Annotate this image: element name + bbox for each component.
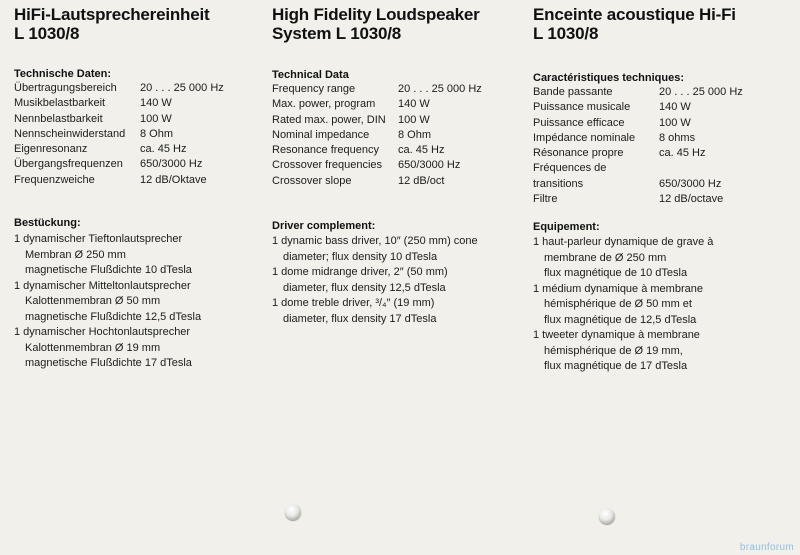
spec-row: [533, 100, 795, 115]
spec-value: 100 W: [659, 116, 691, 129]
spec-row: [272, 128, 522, 143]
spec-value: 8 ohms: [659, 131, 696, 144]
specs-heading: Technical Data: [272, 69, 349, 81]
spec-row: [272, 97, 522, 112]
spec-row: [272, 143, 522, 158]
spec-label: Max. power, program: [272, 98, 376, 111]
driver-line: hémisphérique de Ø 19 mm,: [544, 344, 683, 357]
spec-row: [533, 131, 795, 146]
driver-line: 1 médium dynamique à membrane: [533, 282, 703, 295]
punch-hole: [285, 504, 301, 520]
spec-label: Crossover slope: [272, 174, 352, 187]
spec-row: [533, 116, 795, 131]
spec-row: [533, 192, 795, 207]
driver-line: membrane de Ø 250 mm: [544, 251, 667, 264]
spec-value: ca. 45 Hz: [140, 143, 187, 156]
spec-label: Resonance frequency: [272, 144, 380, 157]
spec-value: 650/3000 Hz: [659, 177, 722, 190]
spec-value: 8 Ohm: [398, 128, 432, 141]
driver-line: Kalottenmembran Ø 19 mm: [25, 341, 161, 354]
spec-label: Frequency range: [272, 83, 356, 95]
spec-row: [14, 142, 264, 157]
spec-row: [14, 173, 264, 188]
spec-label: Résonance propre: [533, 147, 624, 160]
drivers-list: [533, 235, 795, 375]
spec-label: Frequenzweiche: [14, 173, 95, 186]
title-line: System L 1030/8: [272, 24, 401, 43]
spec-value: 140 W: [659, 101, 691, 114]
spec-row: [14, 96, 264, 111]
drivers-heading: Bestückung:: [14, 217, 81, 229]
drivers-heading: Driver complement:: [272, 220, 376, 232]
spec-label: Rated max. power, DIN: [272, 113, 386, 126]
spec-label: Fréquences de: [533, 162, 607, 175]
driver-line: diameter, flux density 12,5 dTesla: [283, 281, 446, 294]
spec-label: Puissance musicale: [533, 101, 631, 114]
spec-row: [14, 127, 264, 142]
driver-line: 1 tweeter dynamique à membrane: [533, 329, 700, 341]
title-line: L 1030/8: [533, 24, 599, 43]
spec-label: Eigenresonanz: [14, 143, 88, 156]
spec-label: Filtre: [533, 193, 558, 206]
spec-label: Übertragungsbereich: [14, 82, 117, 94]
spec-row: [272, 158, 522, 173]
drivers-list: [14, 232, 264, 372]
driver-line: flux magnétique de 12,5 dTesla: [544, 313, 697, 326]
column-title: [533, 5, 736, 43]
spec-label: Nennbelastbarkeit: [14, 112, 103, 125]
column-title: [272, 5, 480, 43]
spec-row: [533, 161, 795, 176]
spec-label: Impédance nominale: [533, 131, 636, 144]
spec-value: 650/3000 Hz: [398, 159, 461, 172]
specs-table: [14, 81, 264, 188]
spec-row: [272, 113, 522, 128]
spec-row: [272, 82, 522, 97]
driver-line: Kalottenmembran Ø 50 mm: [25, 295, 161, 307]
watermark: braunforum: [739, 542, 794, 553]
driver-line: hémisphérique de Ø 50 mm et: [544, 298, 692, 310]
spec-value: 8 Ohm: [140, 127, 174, 140]
spec-value: 140 W: [140, 97, 172, 110]
specs-heading: Caractéristiques techniques:: [533, 72, 684, 84]
spec-label: Nominal impedance: [272, 128, 370, 141]
driver-line: 1 dynamic bass driver, 10″ (250 mm) cone: [272, 235, 478, 247]
spec-label: Musikbelastbarkeit: [14, 97, 106, 110]
driver-line: magnetische Flußdichte 12,5 dTesla: [25, 310, 202, 323]
driver-line: 1 dynamischer Mitteltonlautsprecher: [14, 279, 191, 292]
spec-value: 650/3000 Hz: [140, 158, 203, 171]
specs-heading: Technische Daten:: [14, 68, 111, 80]
spec-value: 12 dB/Oktave: [140, 173, 207, 186]
driver-line: magnetische Flußdichte 17 dTesla: [25, 357, 192, 369]
driver-line: 1 dynamischer Tieftonlautsprecher: [14, 233, 183, 245]
specs-table: [272, 82, 522, 189]
spec-value: 12 dB/octave: [659, 193, 724, 206]
spec-row: [14, 81, 264, 96]
driver-line: diameter, flux density 17 dTesla: [283, 312, 437, 325]
driver-line: 1 haut-parleur dynamique de grave à: [533, 236, 714, 248]
driver-line: 1 dome midrange driver, 2″ (50 mm): [272, 266, 448, 278]
spec-row: [14, 112, 264, 127]
driver-line: magnetische Flußdichte 10 dTesla: [25, 264, 192, 276]
spec-row: [533, 177, 795, 192]
spec-label: Nennscheinwiderstand: [14, 127, 126, 140]
spec-value: ca. 45 Hz: [398, 144, 445, 157]
title-line: Enceinte acoustique Hi-Fi: [533, 5, 736, 24]
title-line: High Fidelity Loudspeaker: [272, 5, 480, 24]
spec-value: 140 W: [398, 98, 430, 111]
spec-value: 20 . . . 25 000 Hz: [659, 86, 743, 98]
driver-line: Membran Ø 250 mm: [25, 248, 126, 261]
spec-label: Puissance efficace: [533, 116, 625, 129]
column-title: [14, 5, 209, 43]
spec-label: transitions: [533, 177, 584, 190]
drivers-list: [272, 234, 522, 327]
spec-value: 20 . . . 25 000 Hz: [398, 83, 482, 95]
spec-row: [533, 146, 795, 161]
spec-value: ca. 45 Hz: [659, 147, 706, 160]
title-line: L 1030/8: [14, 24, 80, 43]
spec-label: Crossover frequencies: [272, 159, 383, 172]
spec-row: [14, 157, 264, 172]
driver-line: flux magnétique de 17 dTesla: [544, 360, 688, 372]
driver-line: diameter; flux density 10 dTesla: [283, 250, 438, 263]
spec-value: 20 . . . 25 000 Hz: [140, 82, 224, 94]
drivers-heading: Equipement:: [533, 221, 600, 233]
spec-label: Übergangsfrequenzen: [14, 158, 123, 171]
spec-value: 100 W: [140, 112, 172, 125]
spec-value: 12 dB/oct: [398, 174, 445, 187]
spec-row: [533, 85, 795, 100]
title-line: HiFi-Lautsprechereinheit: [14, 5, 210, 24]
spec-row: [272, 174, 522, 189]
specs-table: [533, 85, 795, 207]
punch-hole: [599, 508, 615, 524]
driver-line: 1 dynamischer Hochtonlautsprecher: [14, 326, 191, 338]
driver-line: 1 dome treble driver, ³/₄″ (19 mm): [272, 297, 435, 309]
spec-label: Bande passante: [533, 86, 613, 98]
driver-line: flux magnétique de 10 dTesla: [544, 267, 688, 279]
spec-value: 100 W: [398, 113, 430, 126]
